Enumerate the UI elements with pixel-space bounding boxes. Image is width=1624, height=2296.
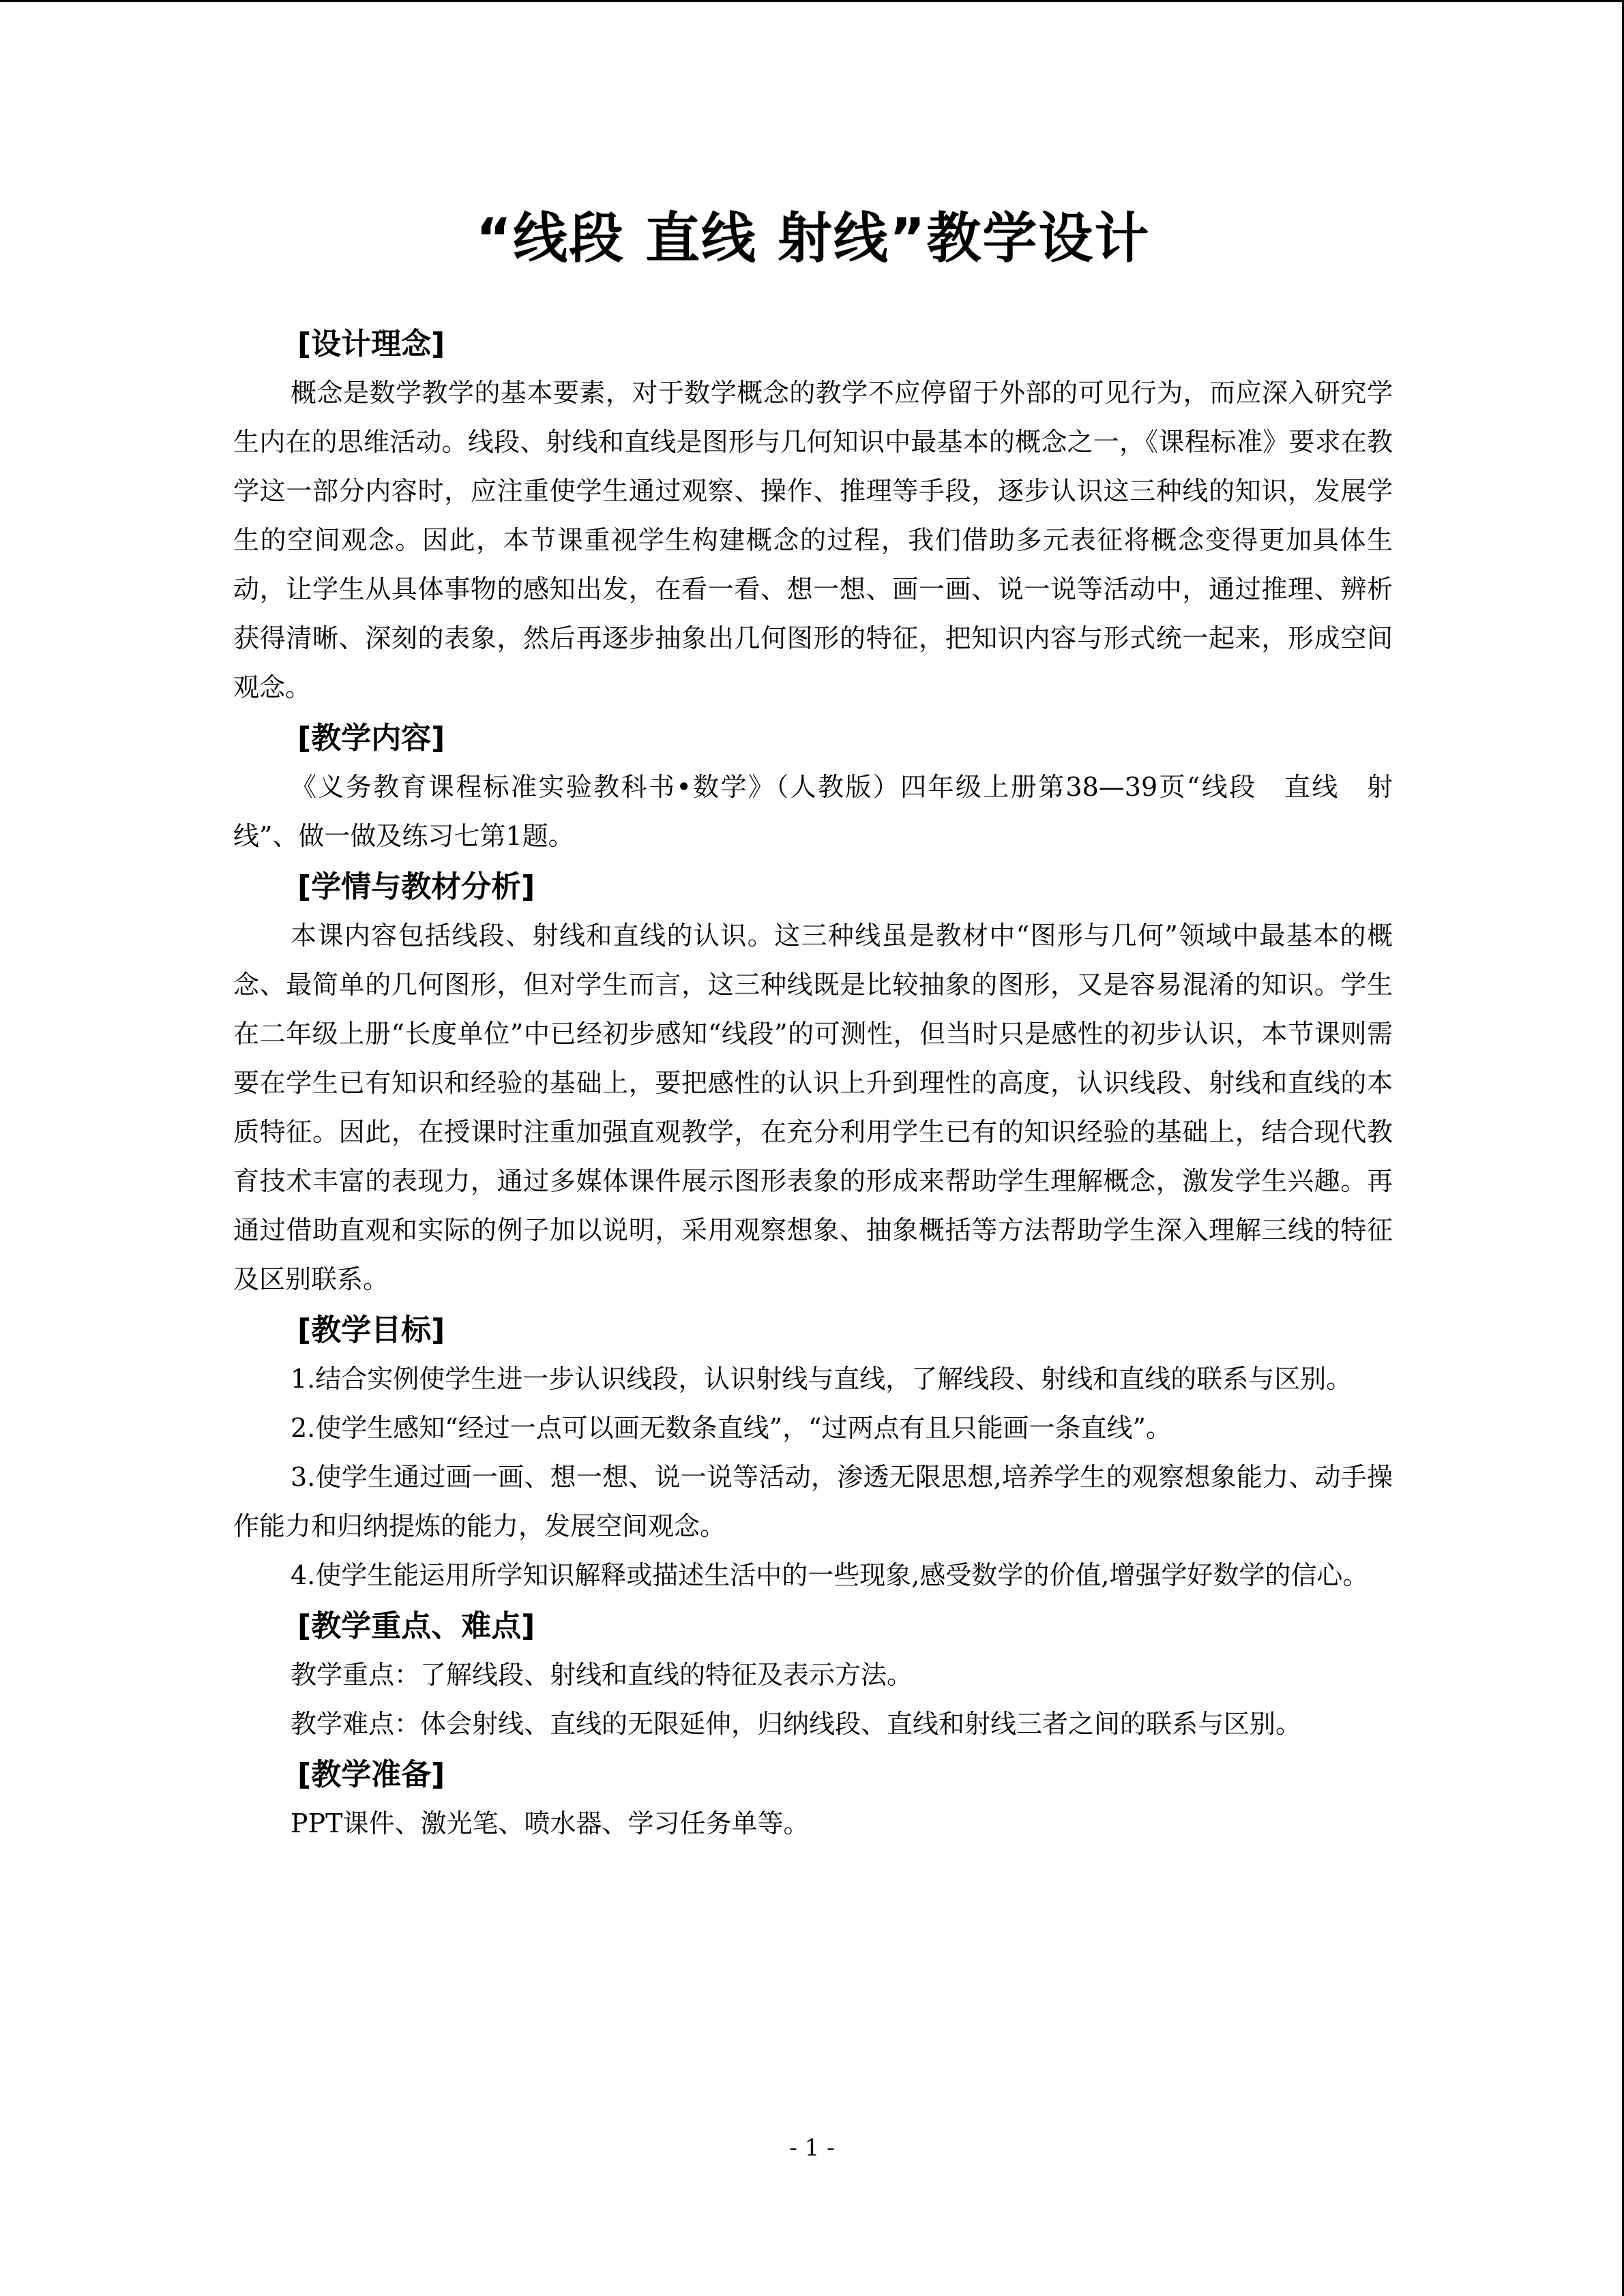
section-paragraph: 本课内容包括线段、射线和直线的认识。这三种线虽是教材中“图形与几何”领域中最基本的概念、最简单的几何图形，但对学生而言，这三种线既是比较抽象的图形，又是容易混淆的知识。学生在二年级上册“长度单位”中已经初步感知“线段”的可测性，但当时只是感性的初步认识，本节课则需要在学生已有知识和经验的基础上，要把感性的认识上升到理性的高度，认识线段、射线和直线的本质特征。因此，在授课时注重加强直观教学，在充分利用学生已有的知识经验的基础上，结合现代教育技术丰富的表现力，通过多媒体课件展示图形表象的形成来帮助学生理解概念，激发学生兴趣。再通过借助直观和实际的例子加以说明，采用观察想象、抽象概括等方法帮助学生深入理解三线的特征及区别联系。 <box>233 921 1393 1294</box>
objective-item: 1.结合实例使学生进一步认识线段，认识射线与直线，了解线段、射线和直线的联系与区别。 <box>291 1364 1353 1394</box>
objective-item: 3.使学生通过画一画、想一想、说一说等活动，渗透无限思想,培养学生的观察想象能力、动手操作能力和归纳提炼的能力，发展空间观念。 <box>233 1462 1393 1541</box>
document-title: “线段 直线 射线”教学设计 <box>475 207 1151 270</box>
page-number: - 1 - <box>789 2134 835 2162</box>
section-key-points <box>233 1602 1393 1748</box>
section-preparation <box>233 1751 1393 1848</box>
section-heading: [学情与教材分析] <box>297 869 535 904</box>
objective-item: 2.使学生感知“经过一点可以画无数条直线”，“过两点有且只能画一条直线”。 <box>291 1413 1172 1443</box>
section-paragraph: 《义务教育课程标准实验教科书•数学》（人教版）四年级上册第38—39页“线段 直线 射线”、做一做及练习七第1题。 <box>233 772 1393 851</box>
section-heading: [设计理念] <box>297 327 445 361</box>
document-page <box>233 205 1393 1851</box>
section-heading: [教学内容] <box>297 721 445 756</box>
section-content <box>233 715 1393 861</box>
teaching-difficulty: 教学难点：体会射线、直线的无限延伸，归纳线段、直线和射线三者之间的联系与区别。 <box>291 1709 1302 1739</box>
section-objectives <box>233 1307 1393 1600</box>
objective-item: 4.使学生能运用所学知识解释或描述生活中的一些现象,感受数学的价值,增强学好数学的信心。 <box>291 1560 1369 1590</box>
section-analysis <box>233 863 1393 1304</box>
section-heading: [教学重点、难点] <box>297 1609 535 1643</box>
section-paragraph: 概念是数学教学的基本要素，对于数学概念的教学不应停留于外部的可见行为，而应深入研究学生内在的思维活动。线段、射线和直线是图形与几何知识中最基本的概念之一，《课程标准》要求在教学这一部分内容时，应注重使学生通过观察、操作、推理等手段，逐步认识这三种线的知识，发展学生的空间观念。因此，本节课重视学生构建概念的过程，我们借助多元表征将概念变得更加具体生动，让学生从具体事物的感知出发，在看一看、想一想、画一画、说一说等活动中，通过推理、辨析获得清晰、深刻的表象，然后再逐步抽象出几何图形的特征，把知识内容与形式统一起来，形成空间观念。 <box>233 378 1393 702</box>
section-heading: [教学目标] <box>297 1313 445 1347</box>
section-design-concept <box>233 320 1393 712</box>
page-border-top <box>0 0 1624 2</box>
section-paragraph: PPT课件、激光笔、喷水器、学习任务单等。 <box>291 1808 810 1838</box>
teaching-focus: 教学重点：了解线段、射线和直线的特征及表示方法。 <box>291 1660 913 1690</box>
section-heading: [教学准备] <box>297 1757 445 1792</box>
